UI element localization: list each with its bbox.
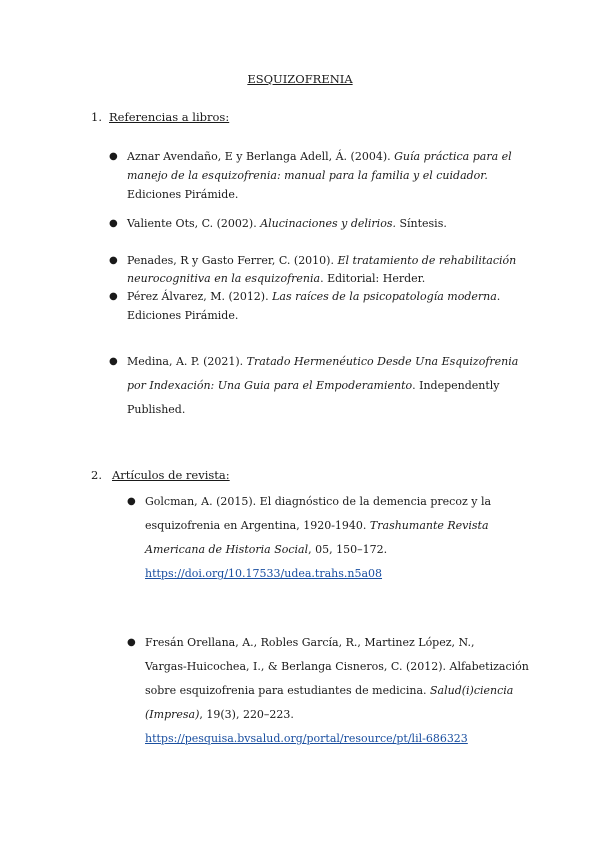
reference-publisher: Ediciones Pirámide. bbox=[127, 188, 239, 201]
reference-text: Fresán Orellana, A., Robles García, R., Martinez López, N., bbox=[145, 636, 475, 649]
bullet-icon: ● bbox=[109, 218, 118, 229]
section-number: 2. bbox=[91, 468, 102, 482]
reference-text: Penades, R y Gasto Ferrer, C. (2010). bbox=[127, 254, 338, 267]
reference-title: neurocognitiva en la esquizofrenia bbox=[127, 272, 321, 285]
bullet-icon: ● bbox=[109, 151, 118, 162]
list-item bbox=[109, 147, 537, 204]
reference-title: Alucinaciones y delirios. bbox=[260, 217, 396, 230]
doi-link[interactable]: https://doi.org/10.17533/udea.trahs.n5a08 bbox=[145, 567, 383, 580]
reference-title: Guía práctica para el bbox=[394, 150, 512, 163]
reference-publisher: . Independently bbox=[412, 379, 500, 392]
reference-publisher: Published. bbox=[127, 403, 186, 416]
reference-text: Pérez Álvarez, M. (2012). bbox=[127, 290, 273, 303]
list-item bbox=[109, 287, 537, 325]
reference-title: El tratamiento de rehabilitación bbox=[337, 254, 517, 267]
reference-title: por Indexación: Una Guia para el Empoderamiento bbox=[127, 379, 413, 392]
reference-text: Aznar Avendaño, E y Berlanga Adell, Á. (2004). bbox=[127, 150, 395, 163]
bullet-icon: ● bbox=[109, 291, 118, 302]
list-item bbox=[109, 252, 537, 288]
reference-text: . bbox=[496, 290, 501, 303]
reference-publisher: . Editorial: Herder. bbox=[320, 272, 426, 285]
reference-text: Golcman, A. (2015). El diagnóstico de la demencia precoz y la bbox=[145, 495, 492, 508]
list-item bbox=[127, 490, 555, 586]
bullet-icon: ● bbox=[127, 637, 136, 648]
reference-journal: Americana de Historia Social bbox=[145, 543, 309, 556]
section-number: 1. bbox=[91, 110, 102, 124]
reference-text: sobre esquizofrenia para estudiantes de medicina. bbox=[145, 684, 430, 697]
reference-journal: (Impresa) bbox=[145, 708, 200, 721]
reference-journal: Trashumante Revista bbox=[369, 519, 489, 532]
reference-journal: Salud(i)ciencia bbox=[430, 684, 514, 697]
reference-title: Tratado Hermenéutico Desde Una Esquizofrenia bbox=[246, 355, 519, 368]
reference-publisher: Ediciones Pirámide. bbox=[127, 309, 239, 322]
section-heading-text: Referencias a libros: bbox=[109, 110, 230, 124]
list-item bbox=[109, 350, 537, 422]
document-title: ESQUIZOFRENIA bbox=[247, 72, 353, 86]
reference-title: manejo de la esquizofrenia: manual para la familia y el cuidador. bbox=[127, 169, 488, 182]
bullet-icon: ● bbox=[109, 356, 118, 367]
resource-link[interactable]: https://pesquisa.bvsalud.org/portal/resource/pt/lil-686323 bbox=[145, 732, 468, 745]
reference-publisher: Síntesis. bbox=[395, 217, 447, 230]
reference-volume: , 05, 150–172. bbox=[308, 543, 388, 556]
reference-title: Las raíces de la psicopatología moderna bbox=[272, 290, 497, 303]
bullet-icon: ● bbox=[109, 255, 118, 266]
list-item bbox=[109, 214, 537, 233]
list-item bbox=[127, 631, 555, 751]
reference-text: esquizofrenia en Argentina, 1920-1940. bbox=[145, 519, 370, 532]
section-heading-text: Artículos de revista: bbox=[112, 468, 230, 482]
reference-text: Medina, A. P. (2021). bbox=[127, 355, 247, 368]
reference-volume: , 19(3), 220–223. bbox=[199, 708, 294, 721]
reference-text: Valiente Ots, C. (2002). bbox=[127, 217, 261, 230]
reference-text: Vargas-Huicochea, I., & Berlanga Cisneros, C. (2012). Alfabetización bbox=[145, 660, 529, 673]
bullet-icon: ● bbox=[127, 496, 136, 507]
